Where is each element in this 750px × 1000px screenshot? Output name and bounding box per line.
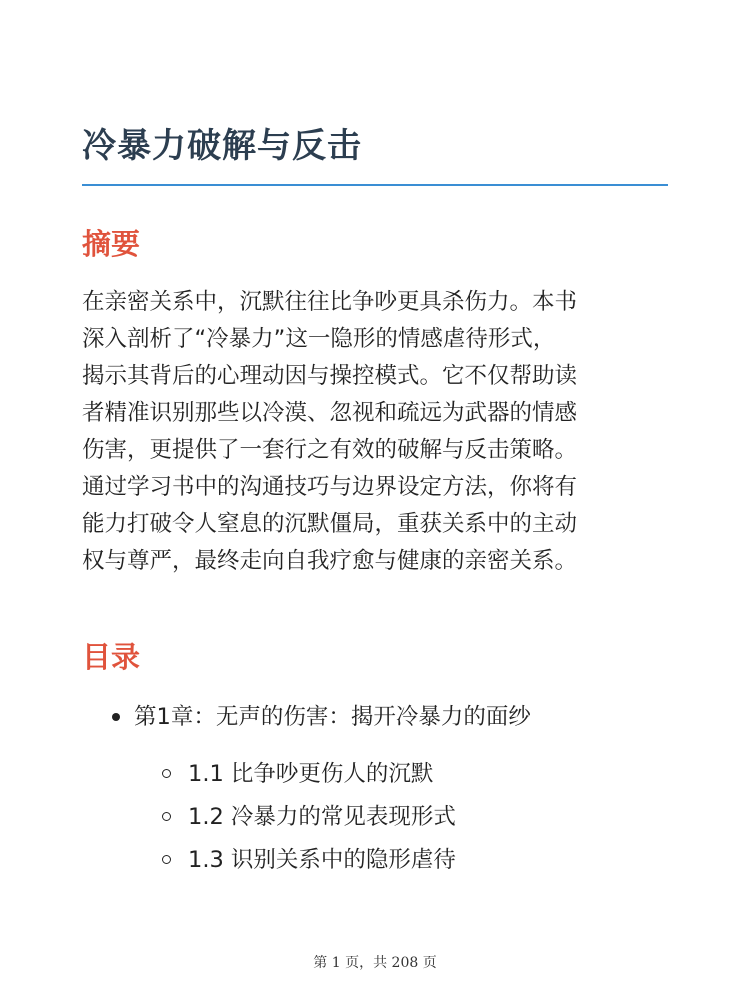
bullet-circle-icon <box>162 855 171 864</box>
abstract-line: 权与尊严，最终走向自我疗愈与健康的亲密关系。 <box>82 548 578 574</box>
toc-section-label: 1.3 识别关系中的隐形虐待 <box>188 847 456 873</box>
abstract-line: 深入剖析了“冷暴力”这一隐形的情感虐待形式， <box>82 326 556 352</box>
bullet-disc-icon <box>112 713 120 721</box>
toc-heading: 目录 <box>82 640 141 674</box>
abstract-line: 者精准识别那些以冷漠、忽视和疏远为武器的情感 <box>82 400 578 426</box>
abstract-heading: 摘要 <box>82 227 141 261</box>
page-title: 冷暴力破解与反击 <box>82 126 362 166</box>
abstract-body <box>82 284 682 580</box>
toc-section-label: 1.1 比争吵更伤人的沉默 <box>188 761 434 787</box>
page-number: 第 1 页，共 208 页 <box>313 955 437 971</box>
abstract-line: 能力打破令人窒息的沉默僵局，重获关系中的主动 <box>82 511 578 537</box>
abstract-line: 通过学习书中的沟通技巧与边界设定方法，你将有 <box>82 474 578 500</box>
bullet-circle-icon <box>162 812 171 821</box>
toc-chapter-label: 第1章：无声的伤害：揭开冷暴力的面纱 <box>134 704 531 730</box>
title-divider <box>82 184 668 186</box>
bullet-circle-icon <box>162 769 171 778</box>
abstract-line: 揭示其背后的心理动因与操控模式。它不仅帮助读 <box>82 363 578 389</box>
abstract-line: 伤害，更提供了一套行之有效的破解与反击策略。 <box>82 437 578 463</box>
toc-section-label: 1.2 冷暴力的常见表现形式 <box>188 804 456 830</box>
abstract-line: 在亲密关系中，沉默往往比争吵更具杀伤力。本书 <box>82 289 578 315</box>
